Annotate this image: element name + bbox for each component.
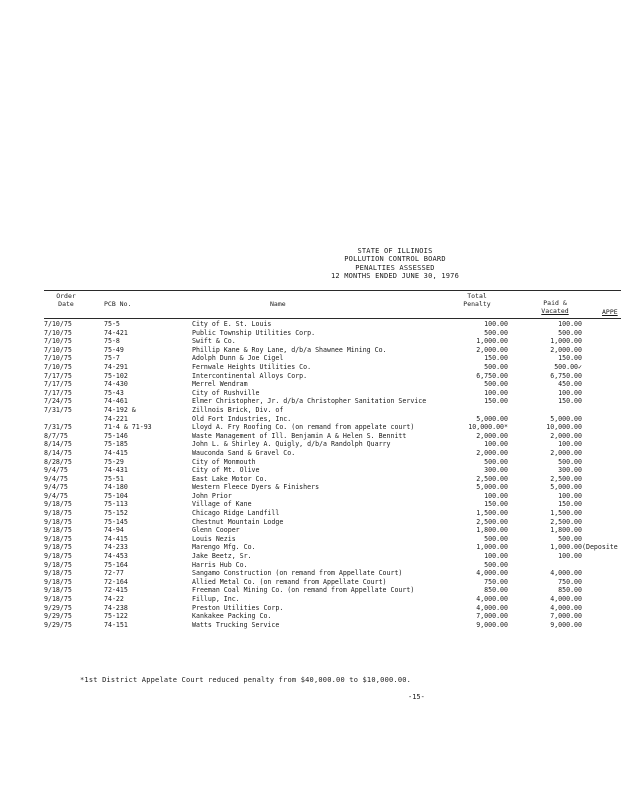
order-date-cell: 9/29/75 (44, 620, 72, 629)
party-name-cell: City of Mt. Olive (192, 466, 260, 475)
total-penalty-cell: 2,500.00 (476, 517, 508, 526)
paid-vacated-cell: 100.00 (558, 440, 582, 449)
paid-vacated-cell: 2,500.00 (550, 517, 582, 526)
table-row (44, 578, 621, 587)
paid-vacated-cell: 5,000.00 (550, 483, 582, 492)
table-row (44, 397, 621, 406)
paid-vacated-cell: 5,000.00 (550, 414, 582, 423)
pcb-number-cell: 75-102 (104, 371, 128, 380)
table-row (44, 354, 621, 363)
total-penalty-cell: 1,500.00 (476, 509, 508, 518)
total-penalty-cell: 300.00 (484, 466, 508, 475)
total-penalty-cell: 100.00 (484, 388, 508, 397)
order-date-cell: 9/18/75 (44, 509, 72, 518)
pcb-number-cell: 74-421 (104, 328, 128, 337)
total-penalty-cell: 150.00 (484, 354, 508, 363)
total-penalty-cell: 150.00 (484, 397, 508, 406)
total-penalty-cell: 500.00 (484, 534, 508, 543)
party-name-cell: Fernwale Heights Utilities Co. (192, 362, 312, 371)
party-name-cell: Elmer Christopher, Jr. d/b/a Christopher Sanitation Service (192, 397, 427, 406)
pcb-number-cell: 75-49 (104, 345, 124, 354)
table-row (44, 621, 621, 630)
table-row (44, 492, 621, 501)
pcb-number-cell: 75-145 (104, 517, 128, 526)
pcb-number-cell: 75-7 (104, 354, 120, 363)
header-bottom-rule (44, 318, 621, 319)
table-row (44, 466, 621, 475)
pcb-number-cell: 75-29 (104, 457, 124, 466)
total-penalty-cell: 500.00 (484, 362, 508, 371)
pcb-number-cell: 72-415 (104, 586, 128, 595)
pcb-number-cell: 74-221 (104, 414, 128, 423)
paid-vacated-cell: 9,000.00 (550, 620, 582, 629)
order-date-cell: 9/4/75 (44, 474, 68, 483)
header-top-rule (44, 290, 621, 291)
table-row (44, 552, 621, 561)
table-row (44, 346, 621, 355)
paid-vacated-cell: 1,500.00 (550, 509, 582, 518)
total-penalty-cell: 500.00 (484, 560, 508, 569)
party-name-cell: Waste Management of Ill. Benjamin A & Helen S. Bennitt (192, 431, 407, 440)
order-date-cell: 9/29/75 (44, 612, 72, 621)
order-date-cell: 7/31/75 (44, 405, 72, 414)
pcb-number-cell: 75-104 (104, 491, 128, 500)
pcb-number-cell: 74-151 (104, 620, 128, 629)
party-name-cell: Chicago Ridge Landfill (192, 509, 280, 518)
paid-vacated-cell: 850.00 (558, 586, 582, 595)
total-penalty-cell: 1,000.00 (476, 543, 508, 552)
title-state: STATE OF ILLINOIS (357, 247, 433, 255)
table-row (44, 535, 621, 544)
paid-vacated-cell: 750.00 (558, 577, 582, 586)
paid-vacated-cell: 10,000.00 (546, 423, 582, 432)
paid-vacated-cell: 100.00 (558, 491, 582, 500)
table-row (44, 329, 621, 338)
total-penalty-cell: 7,000.00 (476, 612, 508, 621)
page-number: -15- (408, 693, 425, 701)
pcb-number-cell: 75-8 (104, 337, 120, 346)
total-penalty-cell: 4,000.00 (476, 569, 508, 578)
paid-vacated-cell: 450.00 (558, 380, 582, 389)
table-row (44, 423, 621, 432)
table-row (44, 561, 621, 570)
total-penalty-cell: 5,000.00 (476, 483, 508, 492)
table-row (44, 604, 621, 613)
paid-vacated-cell: 2,500.00 (550, 474, 582, 483)
order-date-cell: 9/4/75 (44, 466, 68, 475)
order-date-cell: 7/24/75 (44, 397, 72, 406)
party-name-cell: Intercontinental Alloys Corp. (192, 371, 308, 380)
pcb-number-cell: 74-233 (104, 543, 128, 552)
paid-vacated-cell: 4,000.00 (550, 569, 582, 578)
total-penalty-cell: 500.00 (484, 328, 508, 337)
party-name-cell: Kankakee Packing Co. (192, 612, 272, 621)
table-row (44, 586, 621, 595)
pcb-number-header: PCB No. (104, 300, 132, 308)
paid-vacated-cell: 4,000.00 (550, 595, 582, 603)
pcb-number-cell: 74-291 (104, 362, 128, 371)
party-name-cell: City of E. St. Louis (192, 320, 272, 328)
total-penalty-cell: 100.00 (484, 320, 508, 328)
paid-vacated-header: Paid & Vacated (541, 299, 569, 315)
total-penalty-cell: 1,000.00 (476, 337, 508, 346)
order-date-cell: 9/18/75 (44, 586, 72, 595)
total-penalty-cell: 2,000.00 (476, 345, 508, 354)
title-report: PENALTIES ASSESSED (355, 263, 435, 272)
order-date-cell: 9/18/75 (44, 517, 72, 526)
total-penalty-cell: 500.00 (484, 380, 508, 389)
party-name-cell: Freeman Coal Mining Co. (on remand from Appellate Court) (192, 586, 415, 595)
order-date-cell: 9/18/75 (44, 500, 72, 509)
paid-vacated-cell: 1,000.00 (550, 337, 582, 346)
pcb-number-cell: 75-113 (104, 500, 128, 509)
order-date-cell: 7/10/75 (44, 362, 72, 371)
total-penalty-cell: 10,000.00* (468, 423, 508, 432)
total-penalty-cell: 5,000.00 (476, 414, 508, 423)
order-date-cell: 7/10/75 (44, 320, 72, 328)
party-name-cell: Zillnois Brick, Div. of (192, 405, 284, 414)
paid-vacated-cell: 150.00 (558, 354, 582, 363)
table-row (44, 337, 621, 346)
paid-vacated-cell: 2,000.00 (550, 345, 582, 354)
table-row (44, 449, 621, 458)
table-row (44, 380, 621, 389)
order-date-cell: 9/18/75 (44, 534, 72, 543)
paid-vacated-cell: 300.00 (558, 466, 582, 475)
table-row (44, 372, 621, 381)
order-date-cell: 9/29/75 (44, 603, 72, 612)
pcb-number-cell: 74-94 (104, 526, 124, 535)
paid-vacated-cell: 500.00 (558, 328, 582, 337)
pcb-number-cell: 75-146 (104, 431, 128, 440)
paid-vacated-cell: 2,000.00 (550, 431, 582, 440)
total-penalty-cell: 6,750.00 (476, 371, 508, 380)
title-board: POLLUTION CONTROL BOARD (344, 255, 446, 264)
order-date-cell: 7/17/75 (44, 380, 72, 389)
party-name-cell: Wauconda Sand & Gravel Co. (192, 448, 296, 457)
party-name-cell: Harris Hub Co. (192, 560, 248, 569)
table-row (44, 320, 621, 329)
footnote: *1st District Appelate Court reduced penalty from $40,000.00 to $10,000.00. (80, 676, 412, 684)
table-row (44, 432, 621, 441)
order-date-header: Order Date (56, 292, 76, 308)
party-name-cell: Swift & Co. (192, 337, 236, 346)
paid-vacated-cell: 4,000.00 (550, 603, 582, 612)
party-name-cell: Sangamo Construction (on remand from Appellate Court) (192, 569, 403, 578)
table-row (44, 458, 621, 467)
party-name-cell: Chestnut Mountain Lodge (192, 517, 284, 526)
order-date-cell: 8/28/75 (44, 457, 72, 466)
table-row (44, 389, 621, 398)
party-name-cell: East Lake Motor Co. (192, 474, 268, 483)
table-row (44, 500, 621, 509)
paid-vacated-cell: 7,000.00 (550, 612, 582, 621)
order-date-cell: 7/10/75 (44, 345, 72, 354)
paid-vacated-cell: 6,750.00 (550, 371, 582, 380)
total-penalty-cell: 4,000.00 (476, 603, 508, 612)
order-date-cell: 9/4/75 (44, 491, 68, 500)
pcb-number-cell: 72-77 (104, 569, 124, 578)
party-name-cell: Fillup, Inc. (192, 595, 240, 603)
pcb-number-cell: 75-51 (104, 474, 124, 483)
party-name-cell: John L. & Shirley A. Quigly, d/b/a Randolph Quarry (192, 440, 391, 449)
table-row (44, 483, 621, 492)
total-penalty-header: Total Penalty (463, 292, 491, 308)
order-date-cell: 7/10/75 (44, 354, 72, 363)
order-date-cell: 7/17/75 (44, 388, 72, 397)
report-title-block (290, 247, 500, 280)
party-name-cell: City of Monmouth (192, 457, 256, 466)
order-date-cell: 9/18/75 (44, 577, 72, 586)
party-name-cell: Village of Kane (192, 500, 252, 509)
total-penalty-cell: 100.00 (484, 552, 508, 561)
pcb-number-cell: 75-185 (104, 440, 128, 449)
pcb-number-cell: 74-22 (104, 595, 124, 603)
party-name-cell: Marengo Mfg. Co. (192, 543, 256, 552)
pcb-number-cell: 74-431 (104, 466, 128, 475)
penalties-table (44, 320, 621, 629)
order-date-cell: 7/10/75 (44, 328, 72, 337)
total-penalty-cell: 1,800.00 (476, 526, 508, 535)
order-date-cell: 9/18/75 (44, 526, 72, 535)
title-period: 12 MONTHS ENDED JUNE 30, 1976 (330, 271, 460, 280)
pcb-number-cell: 74-238 (104, 603, 128, 612)
order-date-cell: 8/7/75 (44, 431, 68, 440)
total-penalty-cell: 2,000.00 (476, 431, 508, 440)
total-penalty-cell: 500.00 (484, 457, 508, 466)
party-name-cell: City of Rushville (192, 388, 260, 397)
total-penalty-cell: 4,000.00 (476, 595, 508, 603)
pcb-number-cell: 74-192 & (104, 405, 136, 414)
paid-vacated-cell: 1,800.00 (550, 526, 582, 535)
appeal-header: APPE (602, 308, 618, 316)
party-name-cell: Preston Utilities Corp. (192, 603, 284, 612)
order-date-cell: 7/17/75 (44, 371, 72, 380)
total-penalty-cell: 150.00 (484, 500, 508, 509)
paid-vacated-cell: 100.00 (558, 320, 582, 328)
table-row (44, 406, 621, 415)
party-name-cell: Merrel Wendram (192, 380, 248, 389)
table-row (44, 569, 621, 578)
order-date-cell: 8/14/75 (44, 448, 72, 457)
order-date-cell: 9/18/75 (44, 569, 72, 578)
table-row (44, 518, 621, 527)
total-penalty-cell: 750.00 (484, 577, 508, 586)
party-name-cell: John Prior (192, 491, 232, 500)
table-row (44, 612, 621, 621)
table-row (44, 415, 621, 424)
party-name-cell: Phillip Kane & Roy Lane, d/b/a Shawnee Mining Co. (192, 345, 387, 354)
order-date-cell: 8/14/75 (44, 440, 72, 449)
pcb-number-cell: 75-122 (104, 612, 128, 621)
pcb-number-cell: 71-4 & 71-93 (104, 423, 152, 432)
order-date-cell: 7/10/75 (44, 337, 72, 346)
paid-vacated-cell: 100.00 (558, 552, 582, 561)
table-row (44, 543, 621, 552)
pcb-number-cell: 74-461 (104, 397, 128, 406)
table-row (44, 363, 621, 372)
table-row (44, 509, 621, 518)
party-name-cell: Old Fort Industries, Inc. (192, 414, 292, 423)
table-row (44, 440, 621, 449)
party-name-cell: Western Fleece Dyers & Finishers (192, 483, 320, 492)
paid-vacated-cell: 500.00✓ (554, 362, 582, 371)
party-name-cell: Glenn Cooper (192, 526, 240, 535)
remark-cell: (Deposite (582, 543, 618, 552)
paid-vacated-cell: 100.00 (558, 388, 582, 397)
party-name-cell: Public Township Utilities Corp. (192, 328, 316, 337)
party-name-cell: Allied Metal Co. (on remand from Appellate Court) (192, 577, 387, 586)
pcb-number-cell: 74-430 (104, 380, 128, 389)
order-date-cell: 9/18/75 (44, 595, 72, 603)
order-date-cell: 9/18/75 (44, 560, 72, 569)
total-penalty-cell: 2,500.00 (476, 474, 508, 483)
paid-vacated-cell: 150.00 (558, 500, 582, 509)
total-penalty-cell: 100.00 (484, 440, 508, 449)
order-date-cell: 9/4/75 (44, 483, 68, 492)
pcb-number-cell: 74-453 (104, 552, 128, 561)
paid-vacated-cell: 500.00 (558, 457, 582, 466)
total-penalty-cell: 9,000.00 (476, 620, 508, 629)
name-header: Name (270, 300, 286, 308)
paid-vacated-cell: 1,000.00 (550, 543, 582, 552)
pcb-number-cell: 74-415 (104, 448, 128, 457)
total-penalty-cell: 100.00 (484, 491, 508, 500)
order-date-cell: 7/31/75 (44, 423, 72, 432)
party-name-cell: Watts Trucking Service (192, 620, 280, 629)
paid-vacated-cell: 500.00 (558, 534, 582, 543)
pcb-number-cell: 72-164 (104, 577, 128, 586)
party-name-cell: Louis Nezis (192, 534, 236, 543)
table-row (44, 475, 621, 484)
order-date-cell: 9/18/75 (44, 543, 72, 552)
party-name-cell: Jake Beetz, Sr. (192, 552, 252, 561)
paid-vacated-cell: 150.00 (558, 397, 582, 406)
pcb-number-cell: 74-415 (104, 534, 128, 543)
pcb-number-cell: 75-152 (104, 509, 128, 518)
pcb-number-cell: 75-43 (104, 388, 124, 397)
pcb-number-cell: 75-164 (104, 560, 128, 569)
table-row (44, 526, 621, 535)
paid-vacated-cell: 2,000.00 (550, 448, 582, 457)
pcb-number-cell: 74-180 (104, 483, 128, 492)
total-penalty-cell: 2,000.00 (476, 448, 508, 457)
total-penalty-cell: 850.00 (484, 586, 508, 595)
pcb-number-cell: 75-5 (104, 320, 120, 328)
table-row (44, 595, 621, 604)
party-name-cell: Adolph Dunn & Joe Cigel (192, 354, 284, 363)
order-date-cell: 9/18/75 (44, 552, 72, 561)
party-name-cell: Lloyd A. Fry Roofing Co. (on remand from appelate court) (192, 423, 415, 432)
